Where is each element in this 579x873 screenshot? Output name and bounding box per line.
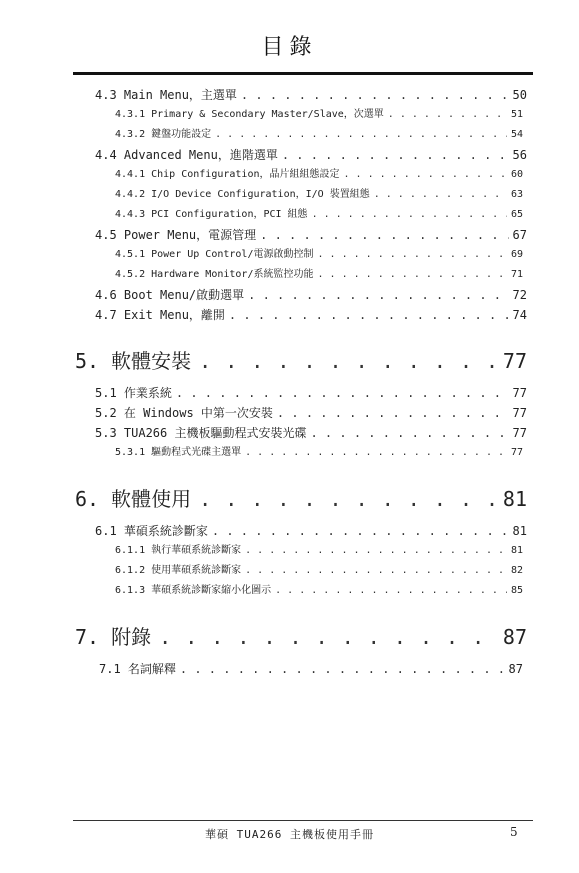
toc-entry-label: 4.7 Exit Menu，離開 — [95, 308, 225, 322]
toc-entry-page-number: 60 — [510, 169, 523, 180]
toc-entry[interactable] — [0, 481, 579, 517]
footer-rule — [73, 820, 533, 821]
toc-entry-label: 4.4 Advanced Menu，進階選單 — [95, 148, 278, 162]
toc-entry-label: 5.1 作業系統 — [95, 386, 172, 400]
toc-entry[interactable] — [0, 165, 579, 185]
dot-leader — [199, 481, 495, 517]
toc-entry[interactable] — [0, 85, 579, 105]
dot-leader — [374, 185, 507, 205]
toc-entry-label: 4.3.2 鍵盤功能設定 — [115, 129, 212, 140]
toc-entry-page-number: 81 — [512, 524, 527, 538]
toc-entry-label: 4.5.2 Hardware Monitor/系統監控功能 — [115, 269, 314, 280]
dot-leader — [248, 285, 508, 305]
dot-leader — [260, 225, 508, 245]
toc-entry-label: 4.4.1 Chip Configuration，晶片組組態設定 — [115, 169, 340, 180]
toc-entry-label: 4.4.2 I/O Device Configuration，I/O 裝置組態 — [115, 189, 370, 200]
dot-leader — [180, 659, 505, 679]
dot-leader — [241, 85, 509, 105]
toc-entry-label: 4.6 Boot Menu/啟動選單 — [95, 288, 245, 302]
toc-entry-page-number: 81 — [502, 487, 527, 511]
footer-text: 華碩 TUA266 主機板使用手冊 — [205, 828, 374, 841]
dot-leader — [275, 581, 507, 601]
dot-leader — [245, 541, 507, 561]
toc-entry-page-number: 51 — [510, 109, 523, 120]
toc-entry-label: 5. 軟體安裝 — [75, 349, 192, 373]
toc-entry[interactable] — [0, 581, 579, 601]
dot-leader — [317, 265, 506, 285]
toc-entry-page-number: 69 — [510, 249, 523, 260]
toc-entry[interactable] — [0, 205, 579, 225]
toc-entry-page-number: 77 — [512, 386, 527, 400]
toc-entry-label: 5.2 在 Windows 中第一次安裝 — [95, 406, 273, 420]
dot-leader — [310, 423, 508, 443]
toc-entry-label: 7. 附錄 — [75, 625, 152, 649]
toc-entry[interactable] — [0, 619, 579, 655]
dot-leader — [245, 561, 507, 581]
toc-entry-page-number: 82 — [510, 565, 523, 576]
toc-entry[interactable] — [0, 225, 579, 245]
toc-entry[interactable] — [0, 443, 579, 463]
toc-entry[interactable] — [0, 145, 579, 165]
dot-leader — [212, 521, 509, 541]
toc-entry-page-number: 63 — [510, 189, 523, 200]
dot-leader — [215, 125, 507, 145]
toc-entry-label: 6.1.3 華碩系統診斷家縮小化圖示 — [115, 585, 272, 596]
toc-entry-page-number: 87 — [502, 625, 527, 649]
toc-entry-label: 5.3.1 驅動程式光碟主選單 — [115, 447, 242, 458]
toc-entry[interactable] — [0, 521, 579, 541]
toc-entry[interactable] — [0, 383, 579, 403]
dot-leader — [312, 205, 507, 225]
toc-entry[interactable] — [0, 659, 579, 679]
toc-entry-label: 6. 軟體使用 — [75, 487, 192, 511]
dot-leader — [344, 165, 507, 185]
toc-entry-label: 4.4.3 PCI Configuration，PCI 組態 — [115, 209, 308, 220]
toc-entry-label: 4.5 Power Menu，電源管理 — [95, 228, 257, 242]
table-of-contents — [0, 85, 579, 679]
toc-entry-label: 6.1.1 執行華碩系統診斷家 — [115, 545, 242, 556]
toc-entry-page-number: 72 — [512, 288, 527, 302]
toc-entry-label: 6.1 華碩系統診斷家 — [95, 524, 208, 538]
toc-entry[interactable] — [0, 105, 579, 125]
toc-entry[interactable] — [0, 561, 579, 581]
dot-leader — [199, 343, 495, 379]
toc-entry[interactable] — [0, 185, 579, 205]
toc-entry-page-number: 74 — [512, 308, 527, 322]
toc-entry-page-number: 67 — [512, 228, 527, 242]
dot-leader — [245, 443, 507, 463]
toc-entry-label: 4.3.1 Primary & Secondary Master/Slave，次選單 — [115, 109, 384, 120]
toc-entry[interactable] — [0, 245, 579, 265]
dot-leader — [277, 403, 509, 423]
toc-entry[interactable] — [0, 285, 579, 305]
toc-entry-page-number: 56 — [512, 148, 527, 162]
toc-entry-page-number: 77 — [510, 447, 523, 458]
toc-entry[interactable] — [0, 265, 579, 285]
toc-entry[interactable] — [0, 423, 579, 443]
dot-leader — [229, 305, 509, 325]
toc-entry-page-number: 54 — [510, 129, 523, 140]
toc-entry-label: 4.5.1 Power Up Control/電源啟動控制 — [115, 249, 314, 260]
toc-entry-page-number: 77 — [502, 349, 527, 373]
title-rule — [73, 72, 533, 75]
toc-entry-page-number: 77 — [512, 406, 527, 420]
dot-leader — [317, 245, 506, 265]
toc-entry[interactable] — [0, 403, 579, 423]
toc-entry-label: 5.3 TUA266 主機板驅動程式安裝光碟 — [95, 426, 307, 440]
toc-entry-label: 4.3 Main Menu，主選單 — [95, 88, 237, 102]
dot-leader — [282, 145, 509, 165]
toc-entry[interactable] — [0, 305, 579, 325]
toc-entry-page-number: 81 — [510, 545, 523, 556]
toc-entry[interactable] — [0, 541, 579, 561]
page-title: 目錄 — [261, 35, 318, 60]
toc-entry[interactable] — [0, 343, 579, 379]
toc-entry-page-number: 87 — [508, 662, 523, 676]
toc-entry-page-number: 65 — [510, 209, 523, 220]
toc-entry-page-number: 77 — [512, 426, 527, 440]
toc-entry-label: 6.1.2 使用華碩系統診斷家 — [115, 565, 242, 576]
toc-entry-page-number: 50 — [512, 88, 527, 102]
dot-leader — [159, 619, 495, 655]
toc-entry-label: 7.1 名詞解釋 — [99, 662, 176, 676]
toc-entry-page-number: 85 — [510, 585, 523, 596]
dot-leader — [388, 105, 507, 125]
toc-entry-page-number: 71 — [510, 269, 523, 280]
footer-page-number: 5 — [510, 825, 518, 839]
toc-entry[interactable] — [0, 125, 579, 145]
dot-leader — [176, 383, 509, 403]
